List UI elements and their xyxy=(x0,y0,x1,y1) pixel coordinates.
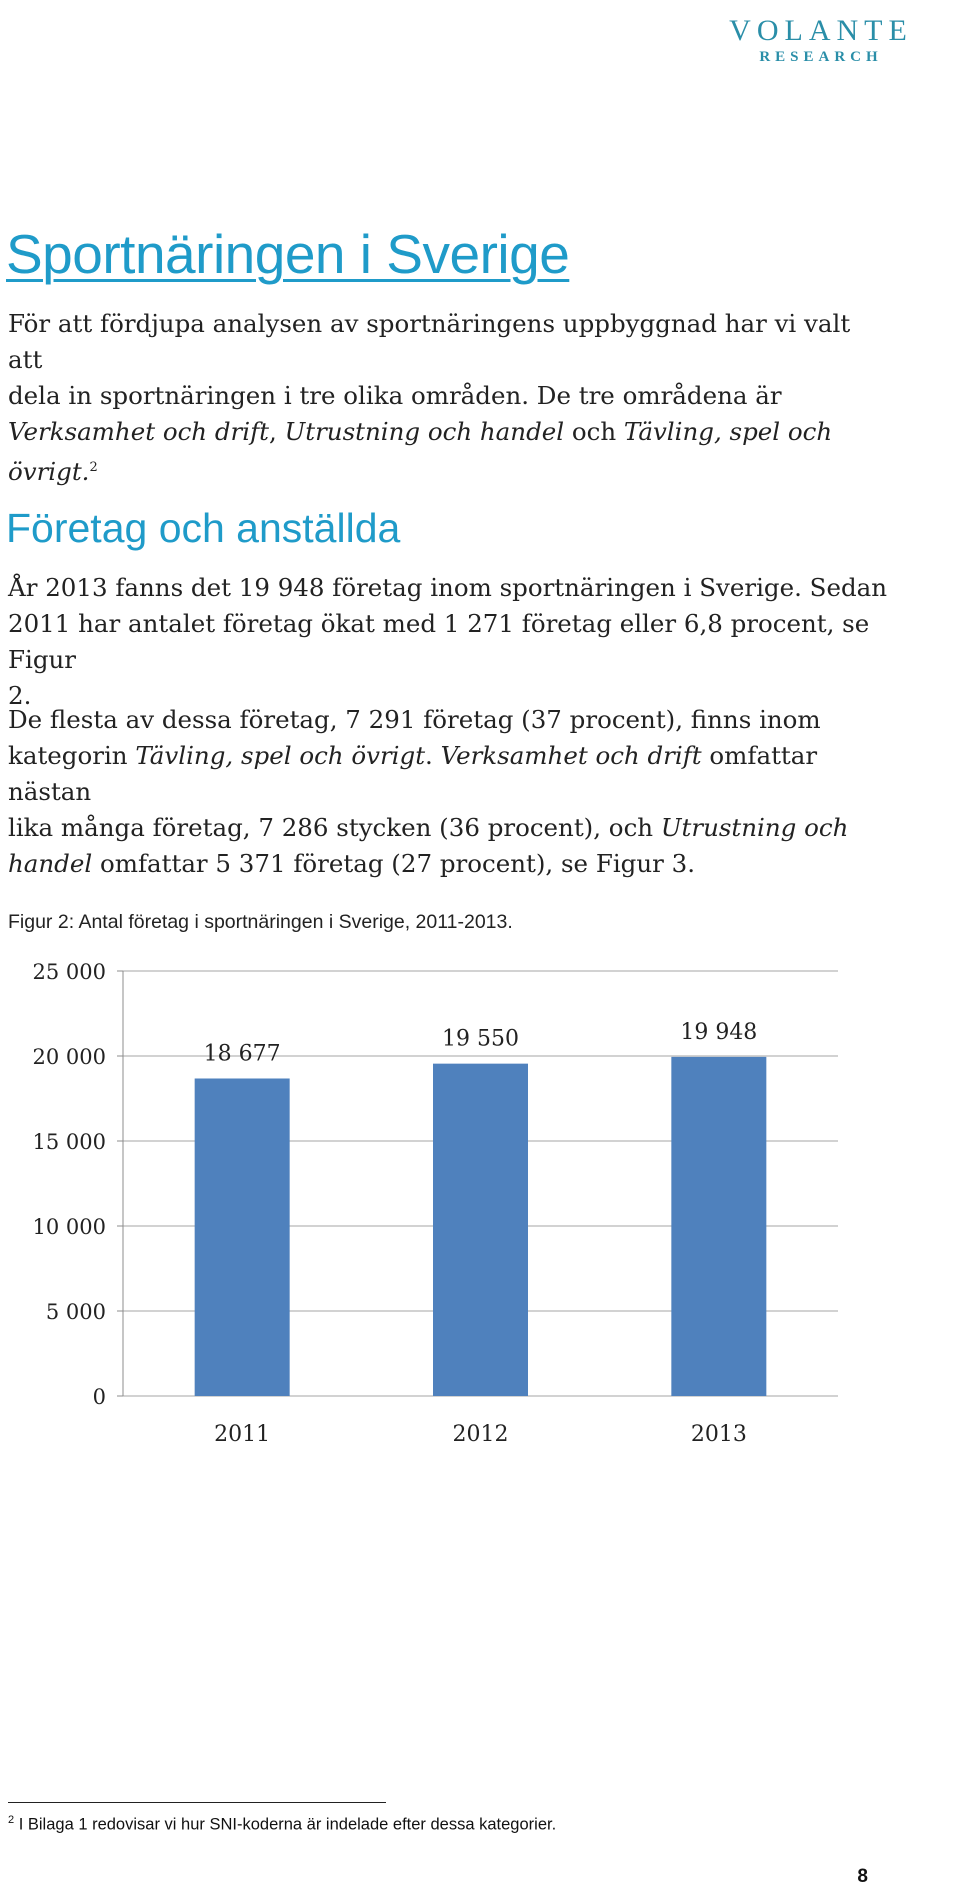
footnote-number: 2 xyxy=(8,1814,15,1826)
y-tick-label: 0 xyxy=(92,1385,106,1409)
para-line: År 2013 fanns det 19 948 företag inom sportnäringen i Sverige. Sedan xyxy=(8,573,888,602)
para-line: 2. xyxy=(8,681,32,710)
data-label: 19 550 xyxy=(442,1026,519,1052)
y-tick-label: 15 000 xyxy=(32,1130,106,1154)
y-tick-label: 10 000 xyxy=(32,1215,106,1239)
x-tick-label: 2013 xyxy=(690,1422,747,1447)
logo-main-text: VOLANTE xyxy=(729,14,913,47)
volante-logo xyxy=(706,14,936,74)
paragraph-categories xyxy=(8,702,888,882)
section-heading: Företag och anställda xyxy=(6,505,401,551)
para-line: lika många företag, 7 286 stycken (36 procent), och Utrustning och xyxy=(8,813,849,842)
figure-caption: Figur 2: Antal företag i sportnäringen i Sverige, 2011-2013. xyxy=(8,911,513,933)
paragraph-companies xyxy=(8,570,888,714)
bar xyxy=(671,1057,766,1396)
footnote-rule xyxy=(8,1802,386,1803)
intro-paragraph xyxy=(8,306,888,490)
footnote xyxy=(8,1814,556,1835)
logo-sub-text: RESEARCH xyxy=(759,49,883,65)
intro-line: dela in sportnäringen i tre olika områden. De tre områdena är xyxy=(8,381,782,410)
y-tick-label: 20 000 xyxy=(32,1045,106,1069)
x-tick-label: 2012 xyxy=(452,1422,509,1447)
page-number: 8 xyxy=(857,1866,868,1887)
intro-line: Verksamhet och drift, Utrustning och handel och Tävling, spel och xyxy=(8,417,833,446)
intro-line: För att fördjupa analysen av sportnäringens uppbyggnad har vi valt att xyxy=(8,309,851,374)
x-tick-label: 2011 xyxy=(214,1422,271,1447)
bar-chart xyxy=(0,950,960,1450)
footnote-text: I Bilaga 1 redovisar vi hur SNI-koderna är indelade efter dessa kategorier. xyxy=(14,1815,557,1834)
footnote-ref: 2 xyxy=(89,460,98,475)
para-line: 2011 har antalet företag ökat med 1 271 företag eller 6,8 procent, se Figur xyxy=(8,609,870,674)
y-tick-label: 5 000 xyxy=(45,1300,106,1324)
para-line: handel omfattar 5 371 företag (27 procent), se Figur 3. xyxy=(8,849,695,878)
data-label: 19 948 xyxy=(680,1019,758,1045)
para-line: kategorin Tävling, spel och övrigt. Verksamhet och drift omfattar nästan xyxy=(8,741,818,806)
data-label: 18 677 xyxy=(203,1041,281,1067)
page-title: Sportnäringen i Sverige xyxy=(6,223,570,285)
bar xyxy=(195,1078,290,1396)
para-line: De flesta av dessa företag, 7 291 företag (37 procent), finns inom xyxy=(8,705,821,734)
y-tick-label: 25 000 xyxy=(32,960,106,984)
bar xyxy=(433,1064,528,1396)
intro-line: övrigt.$^2$ xyxy=(8,457,98,487)
